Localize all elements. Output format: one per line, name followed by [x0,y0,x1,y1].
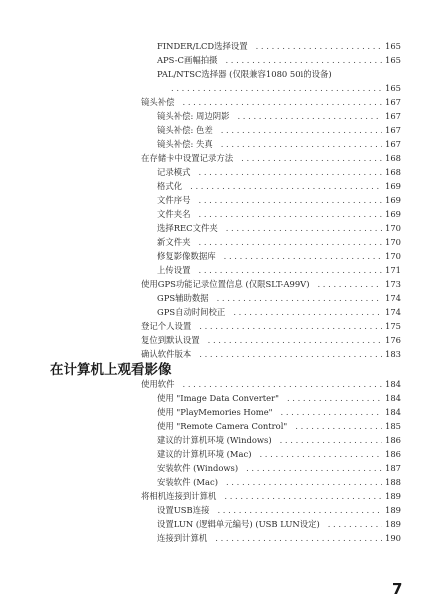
toc-entry-page: 185 [385,421,401,431]
toc-entry-page: 187 [385,463,401,473]
dot-leader [328,518,382,531]
toc-entry-title: 使用 "PlayMemories Home" [157,407,273,417]
toc-entry-title: 复位到默认设置 [141,335,200,345]
toc-entry [157,448,401,461]
toc-entry-title: 建议的计算机环境 (Mac) [157,449,252,459]
dot-leader [225,54,382,67]
section-heading: 在计算机上观看影像 [50,362,172,378]
toc-entry-page: 165 [385,41,401,51]
dot-leader [221,138,382,151]
toc-entry [157,406,401,419]
dot-leader [256,40,382,53]
toc-entry [141,334,401,347]
toc-entry [157,68,401,81]
toc-entry-title: 建议的计算机环境 (Windows) [157,435,272,445]
toc-entry-title: 在存储卡中设置记录方法 [141,153,234,163]
toc-entry-title: 使用 "Image Data Converter" [157,393,279,403]
toc-entry [157,40,401,53]
toc-entry [157,138,401,151]
dot-leader [224,250,382,263]
toc-entry-page: 170 [385,237,401,247]
toc-entry-page: 170 [385,223,401,233]
dot-leader [171,82,382,95]
toc-entry-title: 文件夹名 [157,209,191,219]
dot-leader [199,264,383,277]
toc-entry [157,236,401,249]
dot-leader [199,236,383,249]
toc-entry-page: 184 [385,393,401,403]
toc-entry-title: 镜头补偿: 失真 [157,139,213,149]
dot-leader [199,166,383,179]
dot-leader [208,334,382,347]
dot-leader [259,448,382,461]
toc-entry [157,518,401,531]
toc-entry [157,434,401,447]
toc-entry [157,392,401,405]
toc-entry [157,194,401,207]
toc-entry-page: 169 [385,195,401,205]
toc-entry-page: 189 [385,505,401,515]
dot-leader [241,152,382,165]
dot-leader [287,392,382,405]
toc-entry [157,222,401,235]
toc-entry-page: 190 [385,533,401,543]
dot-leader [199,208,383,221]
toc-entry-title: APS-C画幅拍摄 [157,55,218,65]
toc-entry [157,264,401,277]
toc-entry [157,124,401,137]
toc-entry [141,378,401,391]
toc-entry [157,532,401,545]
toc-entry [141,96,401,109]
toc-entry [157,250,401,263]
toc-entry-title: 格式化 [157,181,183,191]
dot-leader [237,110,382,123]
toc-entry-page: 189 [385,519,401,529]
dot-leader [317,278,382,291]
toc-entry-page: 170 [385,251,401,261]
toc-entry-page: 184 [385,407,401,417]
toc-entry-title: 新文件夹 [157,237,191,247]
toc-entry-continuation [171,82,401,95]
dot-leader [221,124,382,137]
toc-entry-page: 167 [385,111,401,121]
dot-leader [183,378,383,391]
toc-entry [157,208,401,221]
toc-entry-page: 176 [385,335,401,345]
toc-entry-page: 186 [385,435,401,445]
toc-entry-page: 174 [385,307,401,317]
toc-entry-page: 169 [385,181,401,191]
toc-entry-title: 镜头补偿 [141,97,175,107]
dot-leader [281,406,382,419]
toc-entry-title: FINDER/LCD选择设置 [157,41,248,51]
toc-entry-page: 173 [385,279,401,289]
dot-leader [215,532,382,545]
toc-entry-page: 168 [385,167,401,177]
dot-leader [190,180,382,193]
toc-entry-title: 确认软件版本 [141,349,192,359]
dot-leader [295,420,382,433]
dot-leader [217,504,382,517]
dot-leader [217,292,382,305]
toc-entry [157,306,401,319]
dot-leader [183,96,383,109]
toc-entry [157,420,401,433]
toc-entry [141,490,401,503]
toc-entry-page: 171 [385,265,401,275]
toc-entry-title: 登记个人设置 [141,321,192,331]
toc-entry-title: 使用软件 [141,379,175,389]
toc-entry-title: 安装软件 (Windows) [157,463,239,473]
toc-entry [141,348,401,361]
toc-entry-title: 镜头补偿: 周边阴影 [157,111,230,121]
toc-entry-page: 183 [385,349,401,359]
dot-leader [233,306,382,319]
toc-entry-page: 165 [385,55,401,65]
dot-leader [226,476,382,489]
toc-entry-page: 188 [385,477,401,487]
toc-entry-title: 安装软件 (Mac) [157,477,218,487]
toc-entry [157,54,401,67]
toc-entry-page: 184 [385,379,401,389]
toc-entry-title: 选择REC文件夹 [157,223,218,233]
toc-entry-page: 169 [385,209,401,219]
dot-leader [199,320,382,333]
toc-entry-title: 连接到计算机 [157,533,208,543]
toc-entry [141,152,401,165]
toc-entry [141,278,401,291]
toc-entry-title: 使用 "Remote Camera Control" [157,421,288,431]
toc-entry-title: 镜头补偿: 色差 [157,125,213,135]
toc-entry [157,476,401,489]
dot-leader [246,462,382,475]
dot-leader [226,222,382,235]
dot-leader [280,434,382,447]
toc-entry-title: 设置LUN (逻辑单元编号) (USB LUN设定) [157,519,320,529]
toc-entry-page: 186 [385,449,401,459]
toc-entry-title: 文件序号 [157,195,191,205]
toc-entry-page: 165 [385,83,401,93]
toc-entry-title: 设置USB连接 [157,505,210,515]
toc-entry-title: 上传设置 [157,265,191,275]
toc-entry [141,320,401,333]
dot-leader [199,348,382,361]
toc-entry-title: PAL/NTSC选择器 (仅限兼容1080 50i的设备) [157,69,332,79]
toc-entry-title: 修复影像数据库 [157,251,216,261]
toc-entry-page: 167 [385,125,401,135]
toc-entry [157,110,401,123]
toc-entry-page: 174 [385,293,401,303]
dot-leader [224,490,382,503]
dot-leader [199,194,383,207]
toc-entry-title: GPS自动时间校正 [157,307,226,317]
toc-entry-title: 记录模式 [157,167,191,177]
toc-entry [157,166,401,179]
page-number: 7 [392,580,403,598]
toc-entry-title: 将相机连接到计算机 [141,491,217,501]
toc-entry-title: 使用GPS功能记录位置信息 (仅限SLT-A99V) [141,279,310,289]
toc-entry-page: 189 [385,491,401,501]
toc-entry-page: 168 [385,153,401,163]
toc-entry-page: 175 [385,321,401,331]
toc-entry [157,504,401,517]
toc-entry-page: 167 [385,97,401,107]
toc-entry-title: GPS辅助数据 [157,293,209,303]
toc-entry [157,462,401,475]
toc-entry [157,180,401,193]
toc-entry [157,292,401,305]
toc-entry-page: 167 [385,139,401,149]
